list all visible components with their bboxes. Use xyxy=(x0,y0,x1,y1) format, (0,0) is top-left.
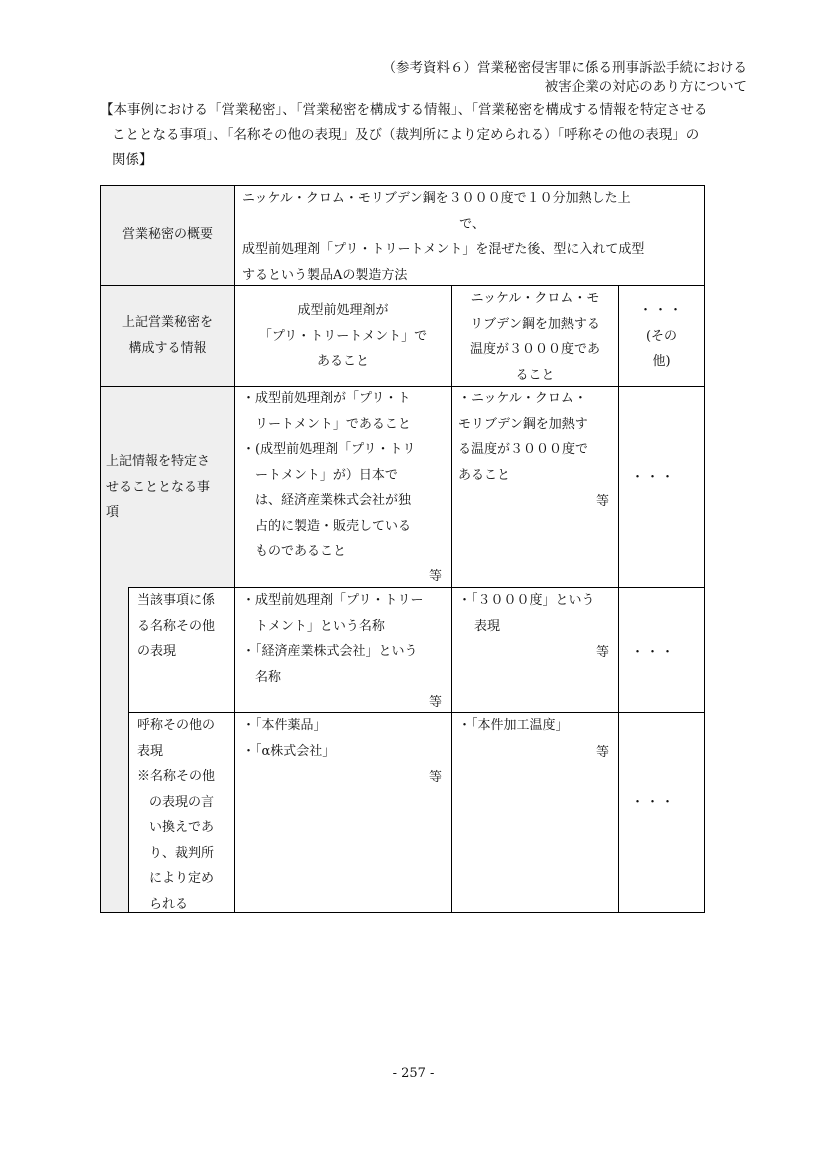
row4-col1-etc: 等 xyxy=(429,695,443,710)
row2-label xyxy=(101,310,234,361)
row4-col1-item2-line2: 名称 xyxy=(255,669,282,685)
intro-line3: 関係】 xyxy=(112,152,153,168)
indent-column-background xyxy=(100,587,128,913)
row3-col1-item2-line4: 占的に製造・販売している xyxy=(255,518,412,534)
row5-label-line3: ※名称その他 xyxy=(137,769,216,784)
row3-col2-line1: ・ニッケル・クロム・ xyxy=(458,391,587,406)
row5-col1-etc: 等 xyxy=(429,770,443,785)
row5-col2-etc: 等 xyxy=(596,745,610,760)
row3-label xyxy=(106,449,233,526)
row3-col2-line4: あること xyxy=(458,467,511,483)
row2-col1 xyxy=(235,298,451,375)
row2-col2-line4: ること xyxy=(515,367,555,383)
row3-label-line3: 項 xyxy=(106,505,120,520)
row2-col3-line3: 他) xyxy=(652,354,671,369)
row1-line2: で、 xyxy=(459,216,485,232)
row2-col3-dots: ・・・ xyxy=(638,303,684,318)
row2-col3-line2: (その xyxy=(645,328,678,344)
row4-label-line1: 当該事項に係 xyxy=(137,593,216,608)
row4-col2-line2: 表現 xyxy=(474,618,501,634)
row5-label-line8: られる xyxy=(149,896,189,912)
row5-label xyxy=(137,713,233,917)
table-border-right xyxy=(704,185,705,913)
row2-col1-line1: 成型前処理剤が xyxy=(297,303,389,318)
row5-col2-item1: ・「本件加工温度」 xyxy=(458,718,569,733)
row4-col2-line1: ・「３０００度」という xyxy=(458,593,595,608)
row3-label-line2: せることとなる事 xyxy=(106,479,211,495)
row2-col2-line2: リブデン鋼を加熱する xyxy=(470,316,600,332)
row3-col1 xyxy=(242,386,450,565)
row3-col2-line2: モリブデン鋼を加熱す xyxy=(458,416,588,432)
row2-col1-line3: あること xyxy=(316,354,369,369)
row2-col2 xyxy=(452,286,618,388)
row2-col2-line3: 温度が３０００度であ xyxy=(469,342,600,357)
row5-col1-item2: ・「α株式会社」 xyxy=(242,743,336,759)
row1-content xyxy=(242,186,702,288)
row5-col2 xyxy=(458,713,616,739)
row2-col1-line2: 「プリ・トリートメント」で xyxy=(258,328,428,344)
row5-label-line5: い換えであ xyxy=(149,820,215,835)
row3-col1-item2-line1: ・(成型前処理剤「プリ・トリ xyxy=(242,442,416,457)
col-divider-3 xyxy=(618,285,619,913)
row4-col2 xyxy=(458,588,616,639)
row2-col2-line1: ニッケル・クロム・モ xyxy=(470,291,600,306)
row5-label-line1: 呼称その他の xyxy=(137,718,216,733)
row5-label-line7: により定め xyxy=(149,871,215,886)
row1-line1: ニッケル・クロム・モリブデン鋼を３０００度で１０分加熱した上 xyxy=(242,191,631,206)
row1-line4: するという製品Aの製造方法 xyxy=(242,267,408,283)
intro-line1: 【本事例における「営業秘密」、「営業秘密を構成する情報」、「営業秘密を構成する情報を特定させる xyxy=(100,102,708,118)
row3-col2-line3: る温度が３０００度で xyxy=(458,442,589,457)
row4-label-line3: の表現 xyxy=(137,644,177,659)
row5-col1-item1: ・「本件薬品」 xyxy=(242,718,327,733)
row4-label-line2: る名称その他 xyxy=(137,618,216,634)
row4-col2-etc: 等 xyxy=(596,645,610,660)
row5-col3-dots: ・・・ xyxy=(631,795,677,810)
page-number: - 257 - xyxy=(392,1066,435,1081)
intro-line2: こととなる事項」、「名称その他の表現」及び（裁判所により定められる）「呼称その他の表現」の xyxy=(112,127,700,143)
table-border-left xyxy=(100,185,101,913)
col-divider-label xyxy=(234,185,235,913)
row4-col1-item1-line1: ・成型前処理剤「プリ・トリー xyxy=(242,593,424,608)
row2-label-line1: 上記営業秘密を xyxy=(121,315,213,330)
row1-label: 営業秘密の概要 xyxy=(121,227,213,242)
row3-col1-etc: 等 xyxy=(429,569,443,584)
row3-col1-item1-line2: リートメント」であること xyxy=(255,416,411,432)
row5-label-line6: り、裁判所 xyxy=(149,845,215,861)
row2-col3 xyxy=(619,298,704,375)
indent-divider xyxy=(128,587,129,913)
row3-label-line1: 上記情報を特定さ xyxy=(106,454,211,469)
row5-col1 xyxy=(242,713,450,764)
row1-line3: 成型前処理剤「プリ・トリートメント」を混ぜた後、型に入れて成型 xyxy=(242,242,645,257)
row5-label-line4: の表現の言 xyxy=(149,794,215,810)
row3-col1-item2-line5: ものであること xyxy=(255,544,347,559)
row5-label-line2: 表現 xyxy=(137,743,164,759)
row4-label xyxy=(137,588,233,665)
row3-col1-item2-line2: ートメント」が）日本で xyxy=(255,467,398,483)
row3-col1-item1-line1: ・成型前処理剤が「プリ・ト xyxy=(242,391,411,406)
row4-col1-item2-line1: ・「経済産業株式会社」という xyxy=(242,644,418,659)
intro-heading xyxy=(100,98,750,173)
row4-col1-item1-line2: トメント」という名称 xyxy=(255,618,385,634)
row4-col3-dots: ・・・ xyxy=(631,645,677,660)
reference-header-line1: （参考資料６）営業秘密侵害罪に係る刑事訴訟手続における xyxy=(382,60,747,76)
row3-col1-item2-line3: は、経済産業株式会社が独 xyxy=(255,493,412,508)
row3-col2 xyxy=(458,386,616,488)
reference-header-line2: 被害企業の対応のあり方について xyxy=(544,79,747,95)
row4-col1 xyxy=(242,588,450,690)
row3-col2-etc: 等 xyxy=(596,494,610,509)
row2-label-line2: 構成する情報 xyxy=(128,340,207,356)
row3-col3-dots: ・・・ xyxy=(631,470,677,485)
